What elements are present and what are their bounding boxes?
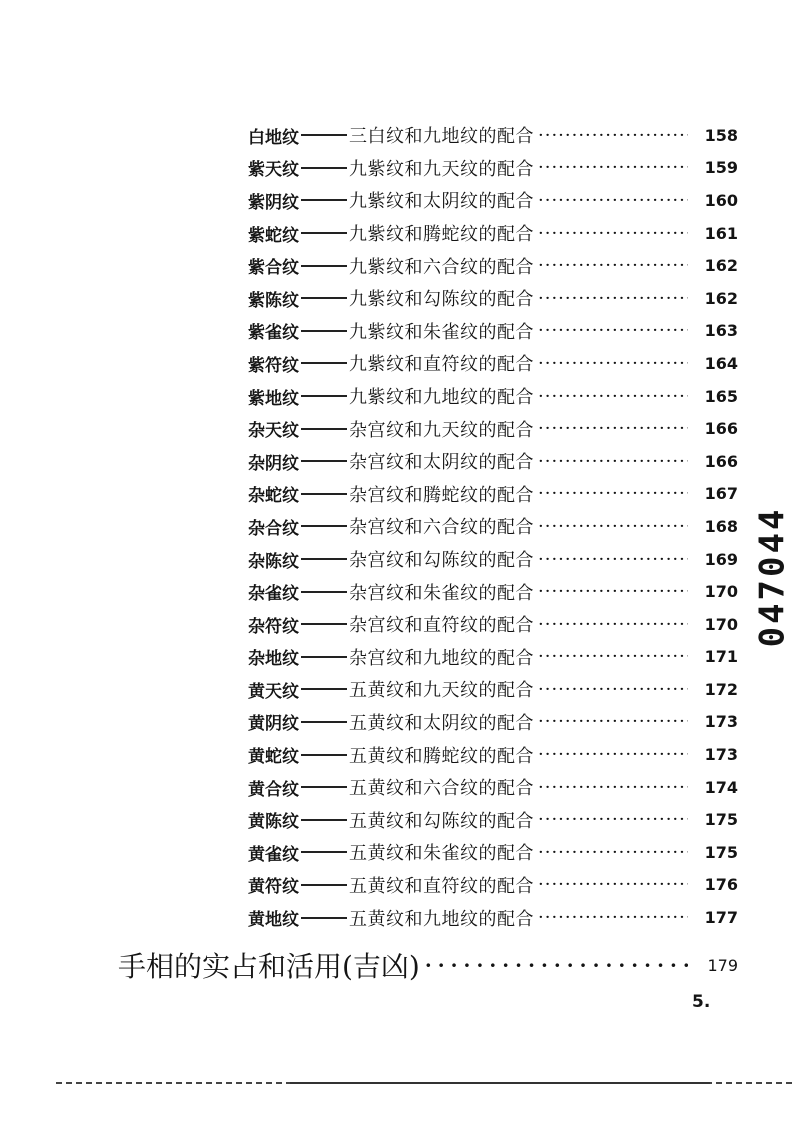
toc-entry-desc: 杂宫纹和朱雀纹的配合 (349, 582, 534, 604)
toc-entry-desc: 三白纹和九地纹的配合 (349, 126, 534, 148)
toc-leader-dots (538, 679, 688, 700)
toc-list (248, 119, 738, 934)
toc-row (248, 608, 738, 641)
toc-row (248, 217, 738, 250)
toc-entry-desc: 杂宫纹和勾陈纹的配合 (349, 550, 534, 572)
toc-leader-dots (538, 614, 688, 635)
toc-entry-desc: 九紫纹和太阴纹的配合 (349, 191, 534, 213)
toc-row (248, 738, 738, 771)
toc-entry-name: 黄符纹 (248, 877, 299, 898)
chapter-entry (118, 945, 738, 985)
toc-page-number: 177 (704, 908, 738, 928)
toc-dash (301, 460, 347, 462)
toc-entry-desc: 五黄纹和九地纹的配合 (349, 908, 534, 930)
toc-dash (301, 395, 347, 397)
serial-stamp (752, 506, 793, 648)
toc-row (248, 282, 738, 315)
toc-leader-dots (538, 711, 688, 732)
toc-dash (301, 623, 347, 625)
toc-entry-name: 紫阴纹 (248, 192, 299, 213)
toc-dash (301, 754, 347, 756)
toc-row (248, 249, 738, 282)
toc-leader-dots (538, 255, 688, 276)
toc-page-number: 176 (704, 875, 738, 895)
toc-entry-name: 杂雀纹 (248, 584, 299, 605)
toc-entry-name: 紫陈纹 (248, 290, 299, 311)
toc-leader-dots (538, 516, 688, 537)
toc-row (248, 152, 738, 185)
toc-page-number: 173 (704, 712, 738, 732)
toc-page-number: 174 (704, 777, 738, 797)
toc-leader-dots (538, 777, 688, 798)
toc-leader-dots (538, 288, 688, 309)
toc-leader-dots (538, 483, 688, 504)
toc-entry-desc: 九紫纹和六合纹的配合 (349, 256, 534, 278)
page-folio: 5. (692, 992, 711, 1012)
toc-leader-dots (538, 581, 688, 602)
toc-entry-name: 杂阴纹 (248, 453, 299, 474)
toc-leader-dots (538, 223, 688, 244)
toc-entry-name: 黄陈纹 (248, 812, 299, 833)
toc-leader-dots (538, 320, 688, 341)
toc-dash (301, 917, 347, 919)
toc-dash (301, 525, 347, 527)
toc-dash (301, 330, 347, 332)
toc-leader-dots (538, 874, 688, 895)
toc-leader-dots (538, 842, 688, 863)
toc-dash (301, 884, 347, 886)
toc-page-number: 166 (704, 451, 738, 471)
toc-dash (301, 591, 347, 593)
toc-row (248, 445, 738, 478)
toc-leader-dots (538, 353, 688, 374)
toc-dash (301, 688, 347, 690)
toc-page-number: 175 (704, 810, 738, 830)
toc-row (248, 869, 738, 902)
toc-row (248, 771, 738, 804)
toc-entry-desc: 九紫纹和腾蛇纹的配合 (349, 224, 534, 246)
toc-entry-desc: 杂宫纹和九天纹的配合 (349, 419, 534, 441)
toc-dash (301, 656, 347, 658)
toc-row (248, 119, 738, 152)
toc-entry-name: 杂合纹 (248, 518, 299, 539)
toc-entry-name: 紫合纹 (248, 258, 299, 279)
toc-entry-name: 杂符纹 (248, 616, 299, 637)
toc-entry-name: 黄天纹 (248, 681, 299, 702)
toc-entry-desc: 九紫纹和朱雀纹的配合 (349, 321, 534, 343)
toc-leader-dots (538, 451, 688, 472)
toc-page-number: 165 (704, 386, 738, 406)
toc-entry-desc: 五黄纹和直符纹的配合 (349, 875, 534, 897)
toc-dash (301, 721, 347, 723)
toc-row (248, 641, 738, 674)
toc-row (248, 543, 738, 576)
toc-leader-dots (538, 549, 688, 570)
toc-page-number: 166 (704, 419, 738, 439)
toc-leader-dots (538, 157, 688, 178)
toc-entry-desc: 杂宫纹和腾蛇纹的配合 (349, 484, 534, 506)
toc-leader-dots (538, 190, 688, 211)
toc-entry-name: 紫地纹 (248, 388, 299, 409)
toc-dash (301, 819, 347, 821)
toc-row (248, 184, 738, 217)
toc-entry-name: 白地纹 (248, 127, 299, 148)
toc-row (248, 575, 738, 608)
bottom-rule-solid (290, 1082, 710, 1084)
toc-entry-name: 黄雀纹 (248, 844, 299, 865)
toc-row (248, 380, 738, 413)
toc-entry-name: 杂蛇纹 (248, 486, 299, 507)
toc-row (248, 803, 738, 836)
toc-page-number: 175 (704, 842, 738, 862)
toc-page-number: 164 (704, 353, 738, 373)
toc-leader-dots (538, 744, 688, 765)
toc-entry-desc: 五黄纹和腾蛇纹的配合 (349, 745, 534, 767)
toc-row (248, 315, 738, 348)
toc-page-number: 168 (704, 516, 738, 536)
toc-dash (301, 199, 347, 201)
toc-leader-dots (538, 907, 688, 928)
toc-row (248, 510, 738, 543)
toc-entry-desc: 九紫纹和勾陈纹的配合 (349, 289, 534, 311)
chapter-page-number: 179 (707, 955, 738, 975)
toc-dash (301, 297, 347, 299)
serial-stamp-text: 047044 (752, 506, 793, 648)
toc-entry-name: 杂陈纹 (248, 551, 299, 572)
chapter-leader-dots (424, 949, 688, 982)
toc-page-number: 162 (704, 256, 738, 276)
toc-entry-desc: 杂宫纹和九地纹的配合 (349, 647, 534, 669)
toc-leader-dots (538, 809, 688, 830)
toc-entry-desc: 九紫纹和九地纹的配合 (349, 387, 534, 409)
toc-page-number: 169 (704, 549, 738, 569)
toc-entry-desc: 五黄纹和朱雀纹的配合 (349, 843, 534, 865)
toc-entry-desc: 五黄纹和勾陈纹的配合 (349, 810, 534, 832)
toc-row (248, 836, 738, 869)
toc-page-number: 171 (704, 647, 738, 667)
toc-entry-name: 紫雀纹 (248, 323, 299, 344)
toc-dash (301, 851, 347, 853)
toc-entry-name: 紫符纹 (248, 355, 299, 376)
toc-entry-desc: 五黄纹和太阴纹的配合 (349, 712, 534, 734)
toc-entry-name: 黄阴纹 (248, 714, 299, 735)
toc-entry-desc: 九紫纹和直符纹的配合 (349, 354, 534, 376)
toc-entry-name: 紫天纹 (248, 160, 299, 181)
toc-entry-name: 黄地纹 (248, 910, 299, 931)
toc-page-number: 170 (704, 582, 738, 602)
toc-dash (301, 232, 347, 234)
chapter-title: 手相的实占和活用(吉凶) (118, 950, 420, 983)
toc-entry-desc: 杂宫纹和直符纹的配合 (349, 615, 534, 637)
toc-entry-name: 黄合纹 (248, 779, 299, 800)
toc-page-number: 162 (704, 288, 738, 308)
toc-entry-name: 杂天纹 (248, 421, 299, 442)
toc-entry-desc: 五黄纹和六合纹的配合 (349, 778, 534, 800)
toc-page-number: 163 (704, 321, 738, 341)
toc-page-number: 158 (704, 125, 738, 145)
toc-leader-dots (538, 125, 688, 146)
toc-row (248, 673, 738, 706)
toc-entry-desc: 杂宫纹和太阴纹的配合 (349, 452, 534, 474)
toc-page-number: 160 (704, 190, 738, 210)
toc-entry-desc: 五黄纹和九天纹的配合 (349, 680, 534, 702)
toc-dash (301, 786, 347, 788)
toc-entry-name: 杂地纹 (248, 649, 299, 670)
toc-dash (301, 265, 347, 267)
toc-dash (301, 493, 347, 495)
toc-entry-name: 紫蛇纹 (248, 225, 299, 246)
toc-page-number: 161 (704, 223, 738, 243)
toc-dash (301, 167, 347, 169)
toc-entry-name: 黄蛇纹 (248, 747, 299, 768)
toc-dash (301, 558, 347, 560)
toc-leader-dots (538, 646, 688, 667)
toc-dash (301, 134, 347, 136)
toc-leader-dots (538, 386, 688, 407)
toc-row (248, 901, 738, 934)
toc-row (248, 347, 738, 380)
toc-leader-dots (538, 418, 688, 439)
toc-entry-desc: 九紫纹和九天纹的配合 (349, 158, 534, 180)
toc-page-number: 170 (704, 614, 738, 634)
toc-dash (301, 428, 347, 430)
toc-row (248, 478, 738, 511)
toc-page-number: 167 (704, 484, 738, 504)
toc-page-number: 172 (704, 679, 738, 699)
toc-entry-desc: 杂宫纹和六合纹的配合 (349, 517, 534, 539)
toc-page-number: 173 (704, 745, 738, 765)
toc-dash (301, 362, 347, 364)
toc-page-number: 159 (704, 158, 738, 178)
toc-row (248, 706, 738, 739)
toc-row (248, 412, 738, 445)
